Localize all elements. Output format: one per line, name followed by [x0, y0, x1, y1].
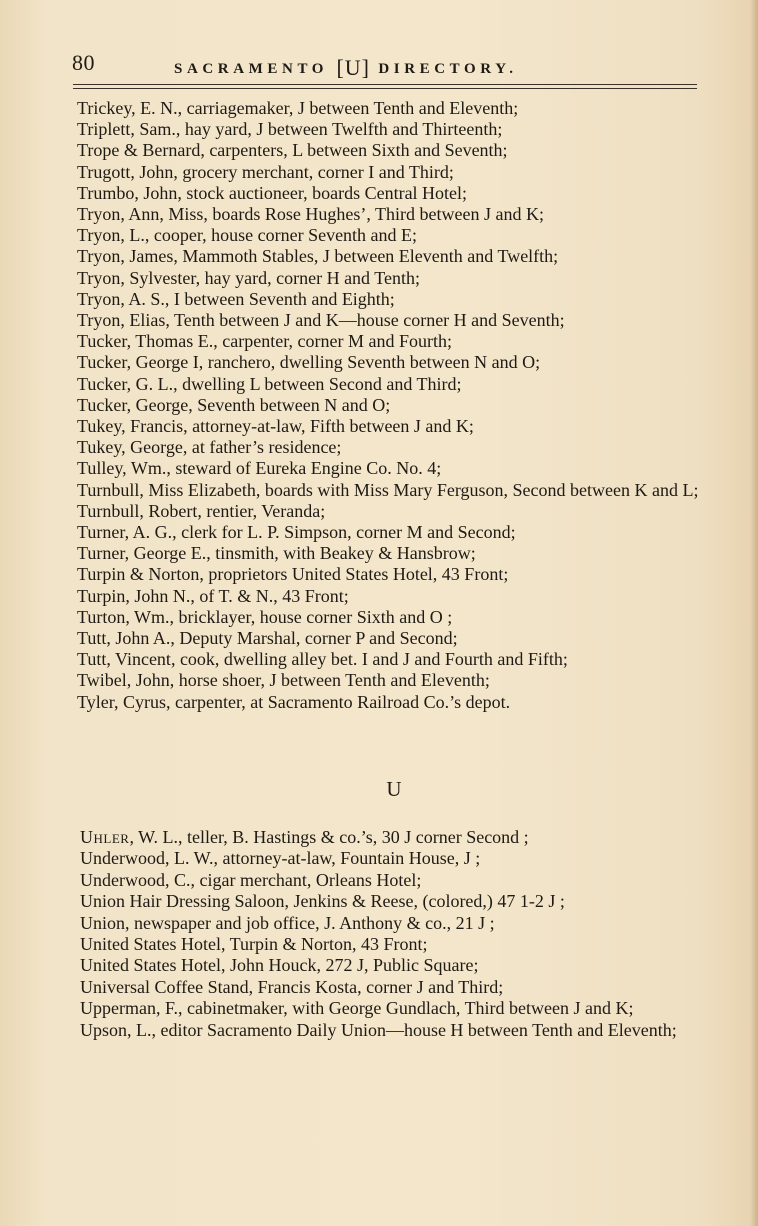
directory-entry: Tryon, Ann, Miss, boards Rose Hughes’, Third between J and K;	[77, 204, 544, 225]
directory-entry: Triplett, Sam., hay yard, J between Twelfth and Thirteenth;	[77, 119, 503, 140]
directory-entry: Turpin & Norton, proprietors United States Hotel, 43 Front;	[77, 564, 509, 585]
running-head-left: SACRAMENTO	[174, 61, 329, 77]
directory-entry: Tukey, George, at father’s residence;	[77, 437, 342, 458]
directory-entry: Tucker, Thomas E., carpenter, corner M and Fourth;	[77, 331, 452, 352]
directory-entry: Union, newspaper and job office, J. Anthony & co., 21 J ;	[80, 912, 495, 933]
directory-entry: Underwood, C., cigar merchant, Orleans Hotel;	[80, 869, 422, 890]
running-head-right: DIRECTORY.	[378, 61, 518, 77]
directory-entry: Turpin, John N., of T. & N., 43 Front;	[77, 585, 349, 606]
directory-entry: United States Hotel, Turpin & Norton, 43 Front;	[80, 934, 428, 955]
directory-entry: Trugott, John, grocery merchant, corner I and Third;	[77, 161, 454, 182]
directory-entry: Tryon, A. S., I between Seventh and Eighth;	[77, 288, 395, 309]
directory-entry: Tucker, George I, ranchero, dwelling Seventh between N and O;	[77, 352, 541, 373]
directory-entry: Tutt, Vincent, cook, dwelling alley bet. I and J and Fourth and Fifth;	[77, 649, 568, 670]
directory-entry: Underwood, L. W., attorney-at-law, Fountain House, J ;	[80, 848, 481, 869]
directory-entry: Trope & Bernard, carpenters, L between Sixth and Seventh;	[77, 140, 508, 161]
directory-entry: Upperman, F., cabinetmaker, with George Gundlach, Third between J and K;	[80, 998, 634, 1019]
page-edge-shadow	[750, 0, 758, 1226]
entries-u-list	[80, 827, 707, 1041]
directory-entry: Trickey, E. N., carriagemaker, J between Tenth and Eleventh;	[77, 98, 519, 118]
directory-entry: Tryon, Sylvester, hay yard, corner H and Tenth;	[77, 267, 420, 288]
page-header	[72, 50, 698, 80]
directory-entry: Tucker, George, Seventh between N and O;	[77, 394, 391, 415]
header-rule-top	[73, 84, 697, 85]
directory-entry: Turner, George E., tinsmith, with Beakey & Hansbrow;	[77, 543, 476, 564]
directory-entry: Turnbull, Robert, rentier, Veranda;	[77, 500, 326, 521]
directory-entry: Turnbull, Miss Elizabeth, boards with Miss Mary Ferguson, Second between K and L;	[77, 479, 699, 500]
directory-entry: Union Hair Dressing Saloon, Jenkins & Reese, (colored,) 47 1-2 J ;	[80, 891, 565, 912]
directory-entry: Trumbo, John, stock auctioneer, boards Central Hotel;	[77, 182, 468, 203]
directory-entry: Universal Coffee Stand, Francis Kosta, corner J and Third;	[80, 976, 504, 997]
directory-entry: Tryon, Elias, Tenth between J and K—house corner H and Seventh;	[77, 310, 565, 331]
directory-entry: Tulley, Wm., steward of Eureka Engine Co. No. 4;	[77, 458, 442, 479]
directory-entry	[80, 827, 707, 848]
page-number: 80	[72, 50, 95, 75]
directory-entry: Tryon, James, Mammoth Stables, J between Eleventh and Twelfth;	[77, 246, 559, 267]
directory-entry: Tukey, Francis, attorney-at-law, Fifth between J and K;	[77, 416, 474, 437]
directory-entry: Tyler, Cyrus, carpenter, at Sacramento Railroad Co.’s depot.	[77, 691, 511, 712]
directory-entry: Tryon, L., cooper, house corner Seventh and E;	[77, 225, 418, 246]
running-head	[174, 53, 518, 79]
directory-entry: Turner, A. G., clerk for L. P. Simpson, corner M and Second;	[77, 522, 516, 543]
directory-entry: United States Hotel, John Houck, 272 J, Public Square;	[80, 955, 479, 976]
running-head-letter: [U]	[336, 55, 370, 80]
directory-entry: Turton, Wm., bricklayer, house corner Sixth and O ;	[77, 606, 453, 627]
entries-t-list	[77, 98, 707, 713]
directory-entry: Tutt, John A., Deputy Marshal, corner P and Second;	[77, 628, 458, 649]
entry-details: , W. L., teller, B. Hastings & co.’s, 30 J corner Second ;	[129, 827, 529, 847]
section-heading-u: U	[386, 777, 402, 801]
entry-surname-small-caps: Uhler	[80, 827, 130, 847]
header-rule-bottom	[73, 88, 697, 89]
directory-entry: Twibel, John, horse shoer, J between Tenth and Eleventh;	[77, 670, 490, 691]
directory-entry: Tucker, G. L., dwelling L between Second and Third;	[77, 373, 462, 394]
directory-entry: Upson, L., editor Sacramento Daily Union—house H between Tenth and Eleventh;	[80, 1019, 677, 1040]
